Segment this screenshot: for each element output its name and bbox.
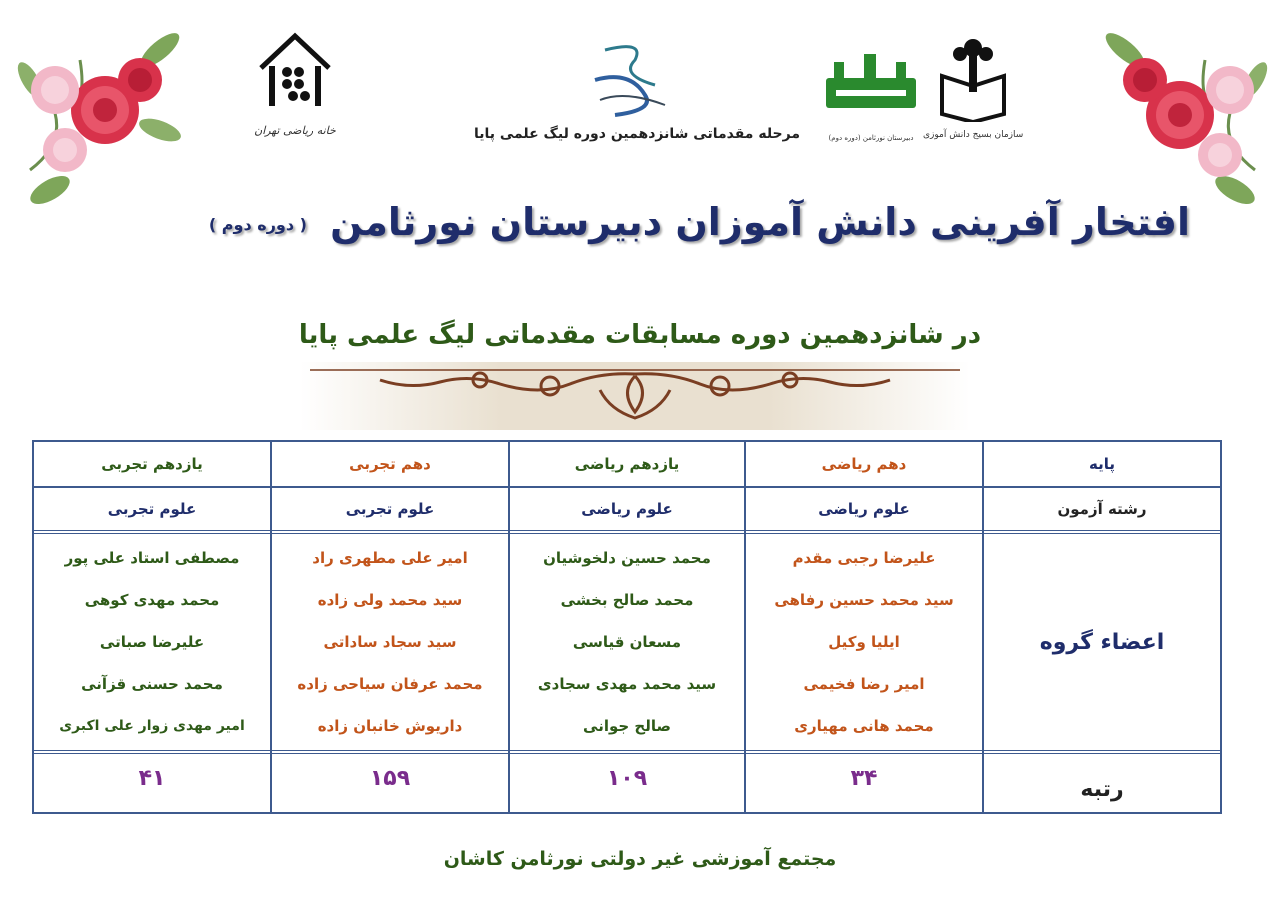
col-11-bio-field: علوم تجربی — [107, 500, 197, 518]
rose-decoration-right — [1075, 20, 1275, 220]
noorsamen-logo — [826, 48, 916, 118]
member-name: محمد صالح بخشی — [560, 591, 694, 609]
member-name: مسعان قیاسی — [572, 633, 682, 651]
subtitle: در شانزدهمین دوره مسابقات مقدماتی لیگ علمی پایا — [298, 320, 982, 350]
main-title-sub: ( دوره دوم ) — [208, 215, 307, 234]
header-caption: مرحله مقدماتی شانزدهمین دوره لیگ علمی پایا — [473, 126, 800, 142]
member-name: محمد مهدی کوهی — [84, 591, 220, 609]
col-11-bio-members — [34, 534, 270, 750]
basij-logo — [938, 36, 1008, 122]
member-name: سید محمد ولی زاده — [317, 591, 463, 609]
col-11-bio-grade: یازدهم تجربی — [101, 455, 203, 473]
member-name: محمد هانی مهیاری — [794, 717, 934, 735]
member-name: محمد عرفان سیاحی زاده — [297, 675, 483, 693]
row-label-members: اعضاء گروه — [1039, 629, 1165, 655]
member-name: امیر مهدی زوار علی اکبری — [59, 718, 245, 734]
col-10-math-grade: دهم ریاضی — [821, 455, 907, 473]
member-name: ایلیا وکیل — [828, 633, 900, 651]
member-name: امیر رضا فخیمی — [803, 675, 925, 693]
rose-decoration-left — [10, 20, 210, 220]
member-name: سید سجاد ساداتی — [323, 633, 457, 651]
noorsamen-logo-text: دبیرستان نورثامن (دوره دوم) — [828, 134, 914, 142]
col-11-math-rank: ۱۰۹ — [606, 765, 648, 791]
member-name: سید محمد مهدی سجادی — [537, 675, 717, 693]
member-name: سید محمد حسین رفاهی — [774, 591, 954, 609]
col-11-math-members — [510, 534, 744, 750]
col-10-math-members — [746, 534, 982, 750]
paya-league-logo — [585, 40, 675, 120]
ornament-divider — [300, 362, 970, 430]
house-logo-text: خانه ریاضی تهران — [254, 124, 336, 137]
row-label-rank: رتبه — [1080, 776, 1124, 802]
main-title — [208, 200, 1190, 244]
member-name: امیر علی مطهری راد — [312, 549, 468, 567]
results-table — [32, 440, 1222, 814]
col-11-math-field: علوم ریاضی — [581, 500, 673, 518]
member-name: علیرضا رجبی مقدم — [792, 549, 936, 567]
col-10-bio-members — [272, 534, 508, 750]
row-label-field: رشته آزمون — [1057, 500, 1147, 518]
col-10-bio-rank: ۱۵۹ — [369, 765, 411, 791]
col-10-bio-field: علوم تجربی — [345, 500, 435, 518]
main-title-text: افتخار آفرینی دانش آموزان دبیرستان نورثامن — [330, 200, 1190, 244]
col-10-bio-grade: دهم تجربی — [349, 455, 431, 473]
footer-school-name: مجتمع آموزشی غیر دولتی نورثامن کاشان — [443, 848, 837, 870]
member-name: محمد حسین دلخوشیان — [543, 549, 711, 567]
row-label-grade: پایه — [1089, 455, 1115, 473]
basij-logo-text: سازمان بسیج دانش آموزی — [923, 130, 1024, 140]
col-11-bio-rank: ۴۱ — [138, 765, 166, 791]
member-name: محمد حسنی قزآنی — [81, 675, 223, 693]
col-10-math-rank: ۳۴ — [850, 765, 878, 791]
col-10-math-field: علوم ریاضی — [818, 500, 910, 518]
col-11-math-grade: یازدهم ریاضی — [574, 455, 680, 473]
member-name: صالح جوانی — [583, 717, 671, 735]
member-name: مصطفی استاد علی پور — [64, 549, 240, 567]
member-name: علیرضا صباتی — [99, 633, 205, 651]
house-math-logo — [255, 30, 335, 110]
member-name: داریوش خانبان زاده — [317, 717, 463, 735]
